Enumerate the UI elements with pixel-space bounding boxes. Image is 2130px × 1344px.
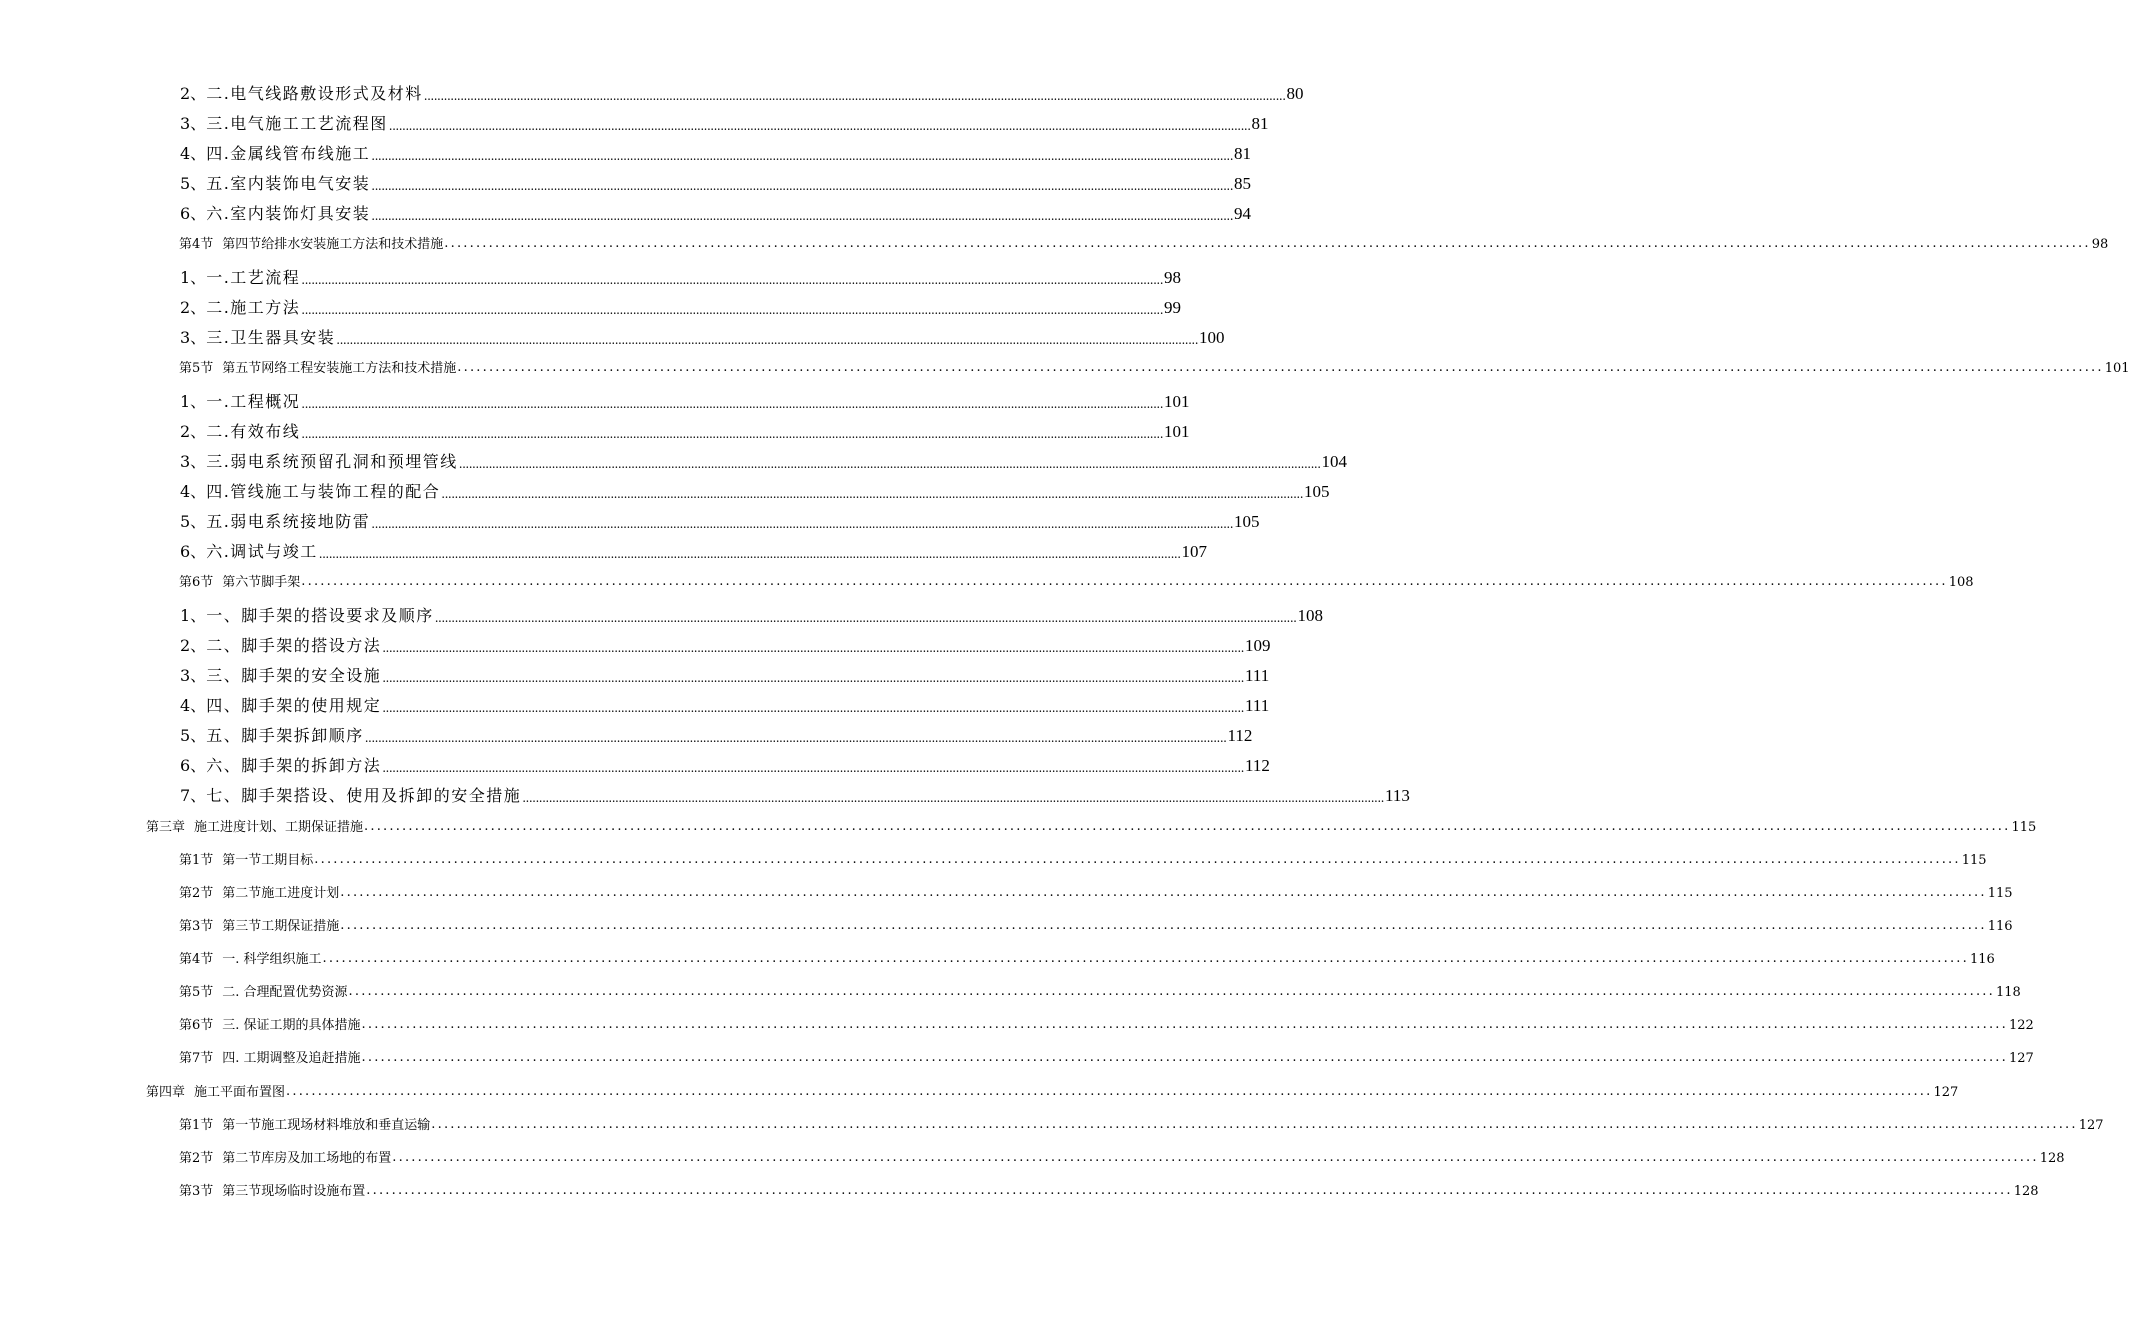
toc-entry-number: 第6节 <box>179 575 214 590</box>
toc-item[interactable] <box>180 662 1270 686</box>
toc-item[interactable] <box>180 508 1260 532</box>
toc-entry-number: 第5节 <box>179 361 214 376</box>
toc-entry-number: 5、 <box>180 174 207 193</box>
toc-item[interactable] <box>180 388 1190 412</box>
toc-page-number: 85 <box>1234 174 1252 193</box>
toc-entry-number: 第3节 <box>179 1184 214 1199</box>
toc-entry-number: 第三章 <box>146 820 186 835</box>
dot-leader: .................................................................................................................................................................................................................................................................... <box>371 209 1234 223</box>
toc-section[interactable] <box>179 848 1987 868</box>
dot-leader: .................................................................................................................................................................................................................................................................... <box>382 641 1244 655</box>
toc-entry-number: 4、 <box>180 482 207 501</box>
toc-item[interactable] <box>180 294 1182 318</box>
dot-leader: .................................................................................................................................................................................................................................................................... <box>371 149 1234 163</box>
toc-item[interactable] <box>180 110 1269 134</box>
toc-entry-number: 3、 <box>180 452 207 471</box>
dot-leader: .................................................................................................................................................................................................................................................................... <box>301 303 1164 317</box>
dot-leader: .................................................................................................................................................................................................................................................................... <box>441 487 1304 501</box>
dot-leader: .................................................................................................................................................................................................................................................................... <box>340 918 1987 933</box>
toc-entry-number: 6、 <box>180 756 207 775</box>
toc-page-number: 113 <box>1384 786 1410 805</box>
toc-page-number: 127 <box>2008 1051 2034 1066</box>
toc-entry-number: 第6节 <box>179 1018 214 1033</box>
toc-entry-title: 四.金属线管布线施工 <box>206 144 371 163</box>
toc-page-number: 112 <box>1227 726 1253 745</box>
toc-page-number: 101 <box>2104 361 2130 376</box>
toc-item[interactable] <box>180 782 1410 806</box>
toc-entry-title: 第六节脚手架 <box>222 575 301 590</box>
dot-leader: .................................................................................................................................................................................................................................................................... <box>366 1183 2013 1198</box>
toc-entry-title: 二.施工方法 <box>206 298 301 317</box>
toc-chapter[interactable] <box>146 815 2037 835</box>
toc-entry-number: 第4节 <box>179 237 214 252</box>
toc-entry-title: 六.室内装饰灯具安装 <box>206 204 371 223</box>
toc-page-number: 81 <box>1234 144 1252 163</box>
toc-item[interactable] <box>180 538 1208 562</box>
toc-entry-title: 一、脚手架的搭设要求及顺序 <box>206 606 434 625</box>
toc-item[interactable] <box>180 722 1253 746</box>
toc-entry-number: 第1节 <box>179 853 214 868</box>
toc-chapter[interactable] <box>146 1080 1959 1100</box>
toc-entry-number: 2、 <box>180 422 207 441</box>
dot-leader: .................................................................................................................................................................................................................................................................... <box>364 819 2011 834</box>
dot-leader: .................................................................................................................................................................................................................................................................... <box>322 951 1969 966</box>
toc-page-number: 98 <box>1164 268 1182 287</box>
toc-entry-number: 1、 <box>180 268 207 287</box>
toc-entry-title: 三. 保证工期的具体措施 <box>222 1018 361 1033</box>
toc-entry-title: 二、脚手架的搭设方法 <box>206 636 382 655</box>
toc-item[interactable] <box>180 752 1270 776</box>
toc-entry-title: 施工进度计划、工期保证措施 <box>194 820 364 835</box>
dot-leader: .................................................................................................................................................................................................................................................................... <box>522 791 1384 805</box>
toc-entry-number: 第4节 <box>179 952 214 967</box>
toc-page-number: 94 <box>1234 204 1252 223</box>
toc-page-number: 105 <box>1234 512 1260 531</box>
dot-leader: .................................................................................................................................................................................................................................................................... <box>423 89 1286 103</box>
toc-entry-number: 3、 <box>180 666 207 685</box>
toc-entry-title: 二.有效布线 <box>206 422 301 441</box>
toc-page-number: 111 <box>1244 666 1270 685</box>
toc-entry-title: 三.电气施工工艺流程图 <box>206 114 388 133</box>
toc-entry-title: 五.弱电系统接地防雷 <box>206 512 371 531</box>
dot-leader: .................................................................................................................................................................................................................................................................... <box>301 574 1948 589</box>
toc-page-number: 108 <box>1948 575 1974 590</box>
toc-entry-number: 1、 <box>180 392 207 411</box>
dot-leader: .................................................................................................................................................................................................................................................................... <box>457 360 2104 375</box>
toc-entry-title: 第五节网络工程安装施工方法和技术措施 <box>222 361 457 376</box>
dot-leader: .................................................................................................................................................................................................................................................................... <box>286 1084 1933 1099</box>
toc-page-number: 122 <box>2008 1018 2034 1033</box>
toc-entry-title: 五、脚手架拆卸顺序 <box>206 726 364 745</box>
toc-entry-number: 7、 <box>180 786 207 805</box>
toc-page-number: 127 <box>1933 1085 1959 1100</box>
toc-entry-number: 1、 <box>180 606 207 625</box>
dot-leader: .................................................................................................................................................................................................................................................................... <box>382 761 1244 775</box>
toc-entry-number: 第1节 <box>179 1118 214 1133</box>
toc-entry-number: 5、 <box>180 726 207 745</box>
dot-leader: .................................................................................................................................................................................................................................................................... <box>314 852 1961 867</box>
dot-leader: .................................................................................................................................................................................................................................................................... <box>318 547 1181 561</box>
toc-page-number: 111 <box>1244 696 1270 715</box>
toc-entry-title: 第二节施工进度计划 <box>222 886 340 901</box>
toc-section[interactable] <box>179 980 2021 1000</box>
toc-entry-title: 六、脚手架的拆卸方法 <box>206 756 382 775</box>
toc-entry-title: 第一节施工现场材料堆放和垂直运输 <box>222 1118 431 1133</box>
toc-page-number: 128 <box>2039 1151 2065 1166</box>
toc-page-number: 105 <box>1304 482 1330 501</box>
toc-section[interactable] <box>179 881 2013 901</box>
toc-entry-title: 一.工程概况 <box>206 392 301 411</box>
dot-leader: .................................................................................................................................................................................................................................................................... <box>382 671 1244 685</box>
toc-item[interactable] <box>180 418 1190 442</box>
toc-page-number: 115 <box>1987 886 2013 901</box>
toc-page-number: 116 <box>1969 952 1995 967</box>
toc-entry-title: 第三节工期保证措施 <box>222 919 340 934</box>
dot-leader: .................................................................................................................................................................................................................................................................... <box>336 333 1199 347</box>
toc-entry-title: 七、脚手架搭设、使用及拆卸的安全措施 <box>206 786 522 805</box>
toc-entry-title: 四.管线施工与装饰工程的配合 <box>206 482 441 501</box>
toc-item[interactable] <box>180 80 1304 104</box>
toc-entry-number: 第3节 <box>179 919 214 934</box>
toc-entry-title: 六.调试与竣工 <box>206 542 318 561</box>
toc-page-number: 101 <box>1164 422 1190 441</box>
toc-item[interactable] <box>180 170 1252 194</box>
toc-page-number: 80 <box>1286 84 1304 103</box>
toc-entry-title: 三.卫生器具安装 <box>206 328 336 347</box>
toc-item[interactable] <box>180 632 1271 656</box>
toc-entry-title: 二. 合理配置优势资源 <box>222 985 348 1000</box>
toc-entry-number: 6、 <box>180 542 207 561</box>
toc-page-number: 107 <box>1181 542 1208 561</box>
toc-entry-number: 3、 <box>180 328 207 347</box>
toc-entry-number: 第7节 <box>179 1051 214 1066</box>
toc-section[interactable] <box>179 1179 2039 1199</box>
toc-item[interactable] <box>180 448 1348 472</box>
toc-page-number: 99 <box>1164 298 1182 317</box>
toc-entry-title: 三.弱电系统预留孔洞和预埋管线 <box>206 452 458 471</box>
dot-leader: .................................................................................................................................................................................................................................................................... <box>340 885 1987 900</box>
toc-page-number: 81 <box>1251 114 1269 133</box>
dot-leader: .................................................................................................................................................................................................................................................................... <box>371 179 1234 193</box>
toc-entry-number: 2、 <box>180 298 207 317</box>
toc-entry-title: 第一节工期目标 <box>222 853 314 868</box>
toc-entry-number: 第2节 <box>179 1151 214 1166</box>
dot-leader: .................................................................................................................................................................................................................................................................... <box>361 1050 2008 1065</box>
dot-leader: .................................................................................................................................................................................................................................................................... <box>371 517 1234 531</box>
toc-page-number: 100 <box>1199 328 1225 347</box>
toc-item[interactable] <box>180 324 1225 348</box>
dot-leader: .................................................................................................................................................................................................................................................................... <box>382 701 1244 715</box>
toc-entry-title: 施工平面布置图 <box>194 1085 286 1100</box>
toc-page-number: 128 <box>2013 1184 2039 1199</box>
dot-leader: .................................................................................................................................................................................................................................................................... <box>301 427 1164 441</box>
dot-leader: .................................................................................................................................................................................................................................................................... <box>431 1117 2078 1132</box>
toc-section[interactable] <box>179 232 2109 252</box>
toc-entry-number: 2、 <box>180 84 207 103</box>
toc-entry-number: 第2节 <box>179 886 214 901</box>
toc-entry-number: 第5节 <box>179 985 214 1000</box>
toc-section[interactable] <box>179 1113 2104 1133</box>
toc-page-number: 98 <box>2091 237 2109 252</box>
toc-page-number: 116 <box>1987 919 2013 934</box>
toc-page-number: 118 <box>1995 985 2021 1000</box>
toc-section[interactable] <box>179 1046 2034 1066</box>
toc-entry-number: 5、 <box>180 512 207 531</box>
toc-entry-number: 3、 <box>180 114 207 133</box>
toc-item[interactable] <box>180 602 1323 626</box>
toc-entry-title: 五.室内装饰电气安装 <box>206 174 371 193</box>
toc-page-number: 109 <box>1244 636 1271 655</box>
toc-page-number: 127 <box>2078 1118 2104 1133</box>
dot-leader: .................................................................................................................................................................................................................................................................... <box>444 236 2091 251</box>
toc-entry-title: 第二节库房及加工场地的布置 <box>222 1151 392 1166</box>
toc-entry-title: 第三节现场临时设施布置 <box>222 1184 366 1199</box>
dot-leader: .................................................................................................................................................................................................................................................................... <box>348 984 1995 999</box>
toc-entry-title: 一.工艺流程 <box>206 268 301 287</box>
toc-entry-title: 第四节给排水安装施工方法和技术措施 <box>222 237 444 252</box>
toc-page-number: 101 <box>1164 392 1190 411</box>
dot-leader: .................................................................................................................................................................................................................................................................... <box>392 1150 2039 1165</box>
toc-page-number: 104 <box>1321 452 1348 471</box>
dot-leader: .................................................................................................................................................................................................................................................................... <box>364 731 1227 745</box>
toc-page-number: 112 <box>1244 756 1270 775</box>
toc-entry-title: 二.电气线路敷设形式及材料 <box>206 84 423 103</box>
toc-entry-title: 四. 工期调整及追赶措施 <box>222 1051 361 1066</box>
toc-section[interactable] <box>179 914 2013 934</box>
toc-section[interactable] <box>179 1146 2065 1166</box>
toc-section[interactable] <box>179 947 1995 967</box>
toc-section[interactable] <box>179 1013 2034 1033</box>
toc-item[interactable] <box>180 692 1270 716</box>
toc-entry-number: 第四章 <box>146 1085 186 1100</box>
toc-section[interactable] <box>179 570 1974 590</box>
toc-entry-number: 4、 <box>180 696 207 715</box>
toc-entry-number: 4、 <box>180 144 207 163</box>
toc-section[interactable] <box>179 356 2130 376</box>
toc-entry-number: 2、 <box>180 636 207 655</box>
dot-leader: .................................................................................................................................................................................................................................................................... <box>301 273 1164 287</box>
toc-item[interactable] <box>180 200 1252 224</box>
dot-leader: .................................................................................................................................................................................................................................................................... <box>434 611 1297 625</box>
toc-entry-title: 一. 科学组织施工 <box>222 952 322 967</box>
dot-leader: .................................................................................................................................................................................................................................................................... <box>361 1017 2008 1032</box>
dot-leader: .................................................................................................................................................................................................................................................................... <box>301 397 1164 411</box>
toc-item[interactable] <box>180 478 1330 502</box>
toc-page-number: 115 <box>2011 820 2037 835</box>
toc-item[interactable] <box>180 264 1182 288</box>
toc-entry-number: 6、 <box>180 204 207 223</box>
toc-item[interactable] <box>180 140 1252 164</box>
toc-page-number: 108 <box>1297 606 1323 625</box>
toc-entry-title: 四、脚手架的使用规定 <box>206 696 382 715</box>
toc-entry-title: 三、脚手架的安全设施 <box>206 666 382 685</box>
dot-leader: .................................................................................................................................................................................................................................................................... <box>388 119 1251 133</box>
toc-page-number: 115 <box>1961 853 1987 868</box>
dot-leader: .................................................................................................................................................................................................................................................................... <box>458 457 1321 471</box>
